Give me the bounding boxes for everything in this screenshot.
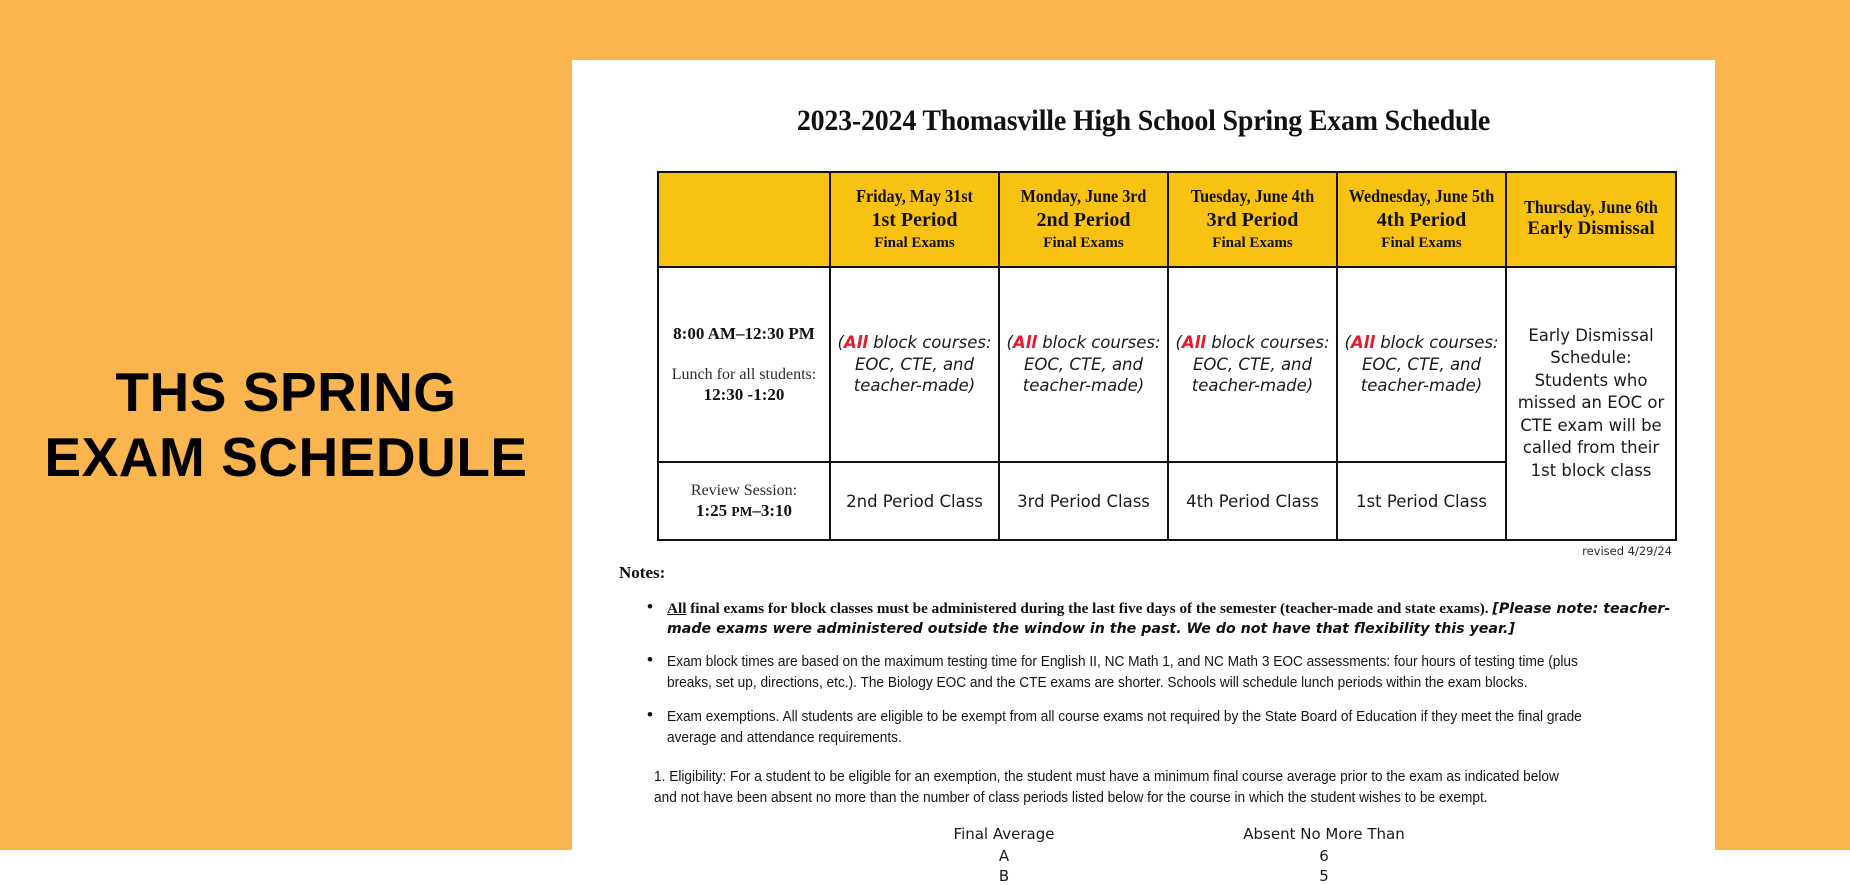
early-dismissal-note: Early Dismissal Schedule: Students who missed an EOC or CTE exam will be called from their 1st block class: [1517, 325, 1665, 480]
exam-time-cell: [658, 267, 830, 462]
header-cell-monday: [999, 172, 1168, 267]
block-courses-note: [836, 332, 993, 397]
review-time-cell: [658, 462, 830, 540]
bullet-3-text: • Exam exemptions. All students are eligible to be exempt from all course exams not required by the State Board of Education if they meet the final grade average and attendance requirements.: [667, 708, 1582, 747]
review-class-wednesday: [1337, 462, 1506, 540]
exam-note-cell-friday: [830, 267, 999, 462]
header-cell-tuesday: [1168, 172, 1337, 267]
review-class-label: 3rd Period Class: [1017, 491, 1150, 511]
banner-line-2: EXAM SCHEDULE: [44, 426, 528, 488]
header-subtitle: Final Exams: [1212, 234, 1293, 251]
exam-schedule-table: [657, 171, 1677, 541]
table-header-row: [658, 172, 1676, 267]
note-all-emphasis: All: [1181, 332, 1206, 352]
schedule-table-wrapper: [657, 171, 1675, 541]
header-period: 3rd Period: [1206, 208, 1299, 231]
exam-note-cell-wednesday: [1337, 267, 1506, 462]
note-rest: block courses: EOC, CTE, and teacher-made): [853, 332, 992, 396]
review-time-meridiem: PM: [731, 503, 753, 519]
exemption-grade: B: [998, 866, 1010, 885]
note-rest: block courses: EOC, CTE, and teacher-made): [1022, 332, 1161, 396]
header-date: Wednesday, June 5th: [1348, 186, 1495, 207]
left-banner: [0, 0, 572, 850]
bullet-1-text: [667, 600, 1670, 637]
note-all-emphasis: All: [1350, 332, 1375, 352]
revised-date: revised 4/29/24: [1582, 544, 1672, 558]
exemption-absences: 5: [1319, 866, 1329, 885]
review-class-label: 4th Period Class: [1186, 491, 1319, 511]
exemption-absences: 6: [1319, 846, 1329, 865]
header-cell-thursday: [1506, 172, 1676, 267]
note-prefix: (: [837, 332, 844, 352]
review-class-label: 1st Period Class: [1356, 491, 1487, 511]
notes-bullet-list: [619, 599, 1689, 749]
exemption-header-final-average: Final Average: [953, 824, 1055, 843]
block-courses-note: [1005, 332, 1162, 397]
exemption-grade: A: [998, 846, 1010, 865]
header-subtitle: Final Exams: [1043, 234, 1124, 251]
review-time: [664, 501, 824, 521]
eligibility-paragraph: [654, 767, 1674, 809]
note-prefix: (: [1175, 332, 1182, 352]
header-cell-blank: [658, 172, 830, 267]
document-page: [572, 60, 1715, 885]
exam-block-row: [658, 267, 1676, 462]
bullet-1-bracket-note: [Please note: teacher-made exams were administered outside the window in the past. We do not have that flexibility this year.]: [667, 601, 1671, 638]
notes-bullet-2: [619, 652, 1689, 694]
header-period: 4th Period: [1376, 208, 1467, 231]
page-title: 2023-2024 Thomasville High School Spring Exam Schedule: [796, 104, 1491, 137]
notes-section: [619, 563, 1689, 885]
review-class-label: 2nd Period Class: [846, 491, 983, 511]
header-date: Tuesday, June 4th: [1190, 186, 1315, 207]
review-class-friday: [830, 462, 999, 540]
bullet-2-text: • Exam block times are based on the maximum testing time for English II, NC Math 1, and NC Math 3 EOC assessments: four hours of testing time (plus breaks, set up, directions, etc.). The Biology EOC and the CTE exams are shorter. Schools will schedule lunch periods within the exam blocks.: [667, 653, 1578, 692]
review-label: Review Session:: [690, 481, 798, 499]
notes-bullet-3: [619, 707, 1689, 749]
review-class-monday: [999, 462, 1168, 540]
note-all-emphasis: All: [843, 332, 868, 352]
review-time-start: 1:25: [695, 500, 728, 520]
exam-note-cell-monday: [999, 267, 1168, 462]
header-cell-friday: [830, 172, 999, 267]
header-cell-wednesday: [1337, 172, 1506, 267]
exam-note-cell-tuesday: [1168, 267, 1337, 462]
banner-line-1: THS SPRING: [115, 361, 457, 424]
note-all-emphasis: All: [1012, 332, 1037, 352]
bullet-1-underlined: All: [667, 600, 687, 617]
note-rest: block courses: EOC, CTE, and teacher-made): [1360, 332, 1499, 396]
header-subtitle: Final Exams: [874, 234, 955, 251]
note-prefix: (: [1006, 332, 1013, 352]
note-prefix: (: [1344, 332, 1351, 352]
header-date: Friday, May 31st: [856, 186, 973, 207]
exemption-header-absent-limit: Absent No More Than: [1243, 824, 1405, 843]
early-dismissal-cell: [1506, 267, 1676, 540]
review-class-tuesday: [1168, 462, 1337, 540]
notes-heading: Notes:: [619, 563, 666, 582]
header-subtitle: Final Exams: [1381, 234, 1462, 251]
bullet-1-bold: final exams for block classes must be administered during the last five days of the semester (teacher-made and state exams).: [686, 600, 1493, 617]
review-time-end: –3:10: [752, 500, 793, 520]
notes-bullet-1: [619, 599, 1689, 639]
exam-time-range: 8:00 AM–12:30 PM: [673, 324, 815, 343]
header-date: Thursday, June 6th: [1524, 196, 1658, 217]
header-period: 1st Period: [871, 208, 958, 231]
note-rest: block courses: EOC, CTE, and teacher-made): [1191, 332, 1330, 396]
header-period: Early Dismissal: [1527, 218, 1655, 240]
block-courses-note: [1343, 332, 1500, 397]
header-period: 2nd Period: [1036, 208, 1131, 231]
lunch-time: 12:30 -1:20: [703, 385, 785, 404]
eligibility-text: 1. Eligibility: For a student to be eligible for an exemption, the student must have a minimum final course average prior to the exam as indicated below and not have been absent no more than the number of class periods listed below for the course in which the student wishes to be exempt.: [654, 768, 1559, 806]
exemption-table: [844, 825, 1484, 885]
lunch-label: Lunch for all students:: [671, 366, 817, 383]
header-date: Monday, June 3rd: [1020, 186, 1147, 207]
block-courses-note: [1174, 332, 1331, 397]
